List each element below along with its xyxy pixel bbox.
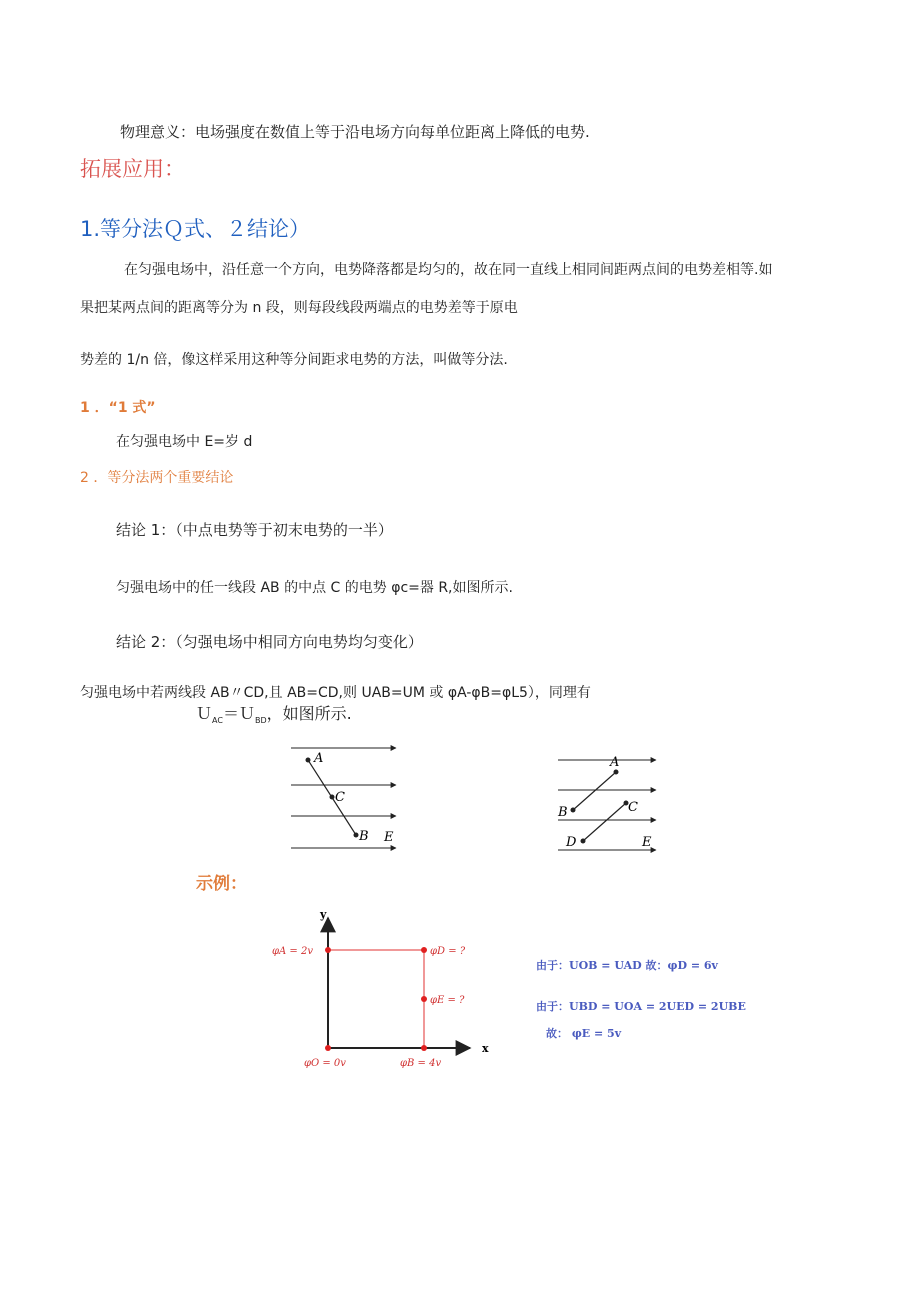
solution-line-2: 由于：UBD = UOA = 2UED = 2UBE (536, 1000, 746, 1013)
example-diagram (258, 900, 508, 1072)
label-d: D (566, 835, 577, 850)
phi-d-label: φD = ? (430, 946, 466, 957)
point-d (581, 839, 586, 844)
point-c (330, 795, 335, 800)
conclusion-1-heading: 结论 1：（中点电势等于初末电势的一半） (116, 521, 393, 539)
segment-cd (583, 803, 626, 841)
label-a: A (610, 755, 620, 770)
label-e: E (642, 835, 652, 850)
label-b: B (558, 805, 568, 820)
label-b: B (359, 829, 369, 844)
label-e: E (384, 830, 394, 845)
paragraph-line-3: 势差的 1/n 倍，像这样采用这种等分间距求电势的方法，叫做等分法. (80, 352, 508, 368)
point-e (421, 996, 427, 1002)
point-b (421, 1045, 427, 1051)
figure-midpoint (286, 738, 406, 858)
solution-line-3: 故： φE = 5v (546, 1027, 622, 1040)
point-a (614, 770, 619, 775)
point-o (325, 1045, 331, 1051)
paragraph-line-1: 在匀强电场中，沿任意一个方向，电势降落都是均匀的，故在同一直线上相同间距两点间的电势差相等.如 (124, 262, 773, 278)
segment-ab (573, 772, 616, 810)
phi-b-label: φB = 4v (400, 1058, 442, 1069)
conclusion-2-heading: 结论 2：（匀强电场中相同方向电势均匀变化） (116, 633, 423, 651)
subheading-1: 1 ．“1 式” (80, 400, 156, 416)
label-a: A (314, 751, 324, 766)
extension-heading: 拓展应用： (80, 157, 185, 181)
subheading-2: 2 ．等分法两个重要结论 (80, 470, 234, 486)
conclusion-1-text: 匀强电场中的任一线段 AB 的中点 C 的电势 φc=器 R,如图所示. (116, 580, 513, 596)
method-heading: 1.等分法Ｑ式、２结论） (80, 217, 311, 241)
example-heading: 示例： (196, 874, 247, 894)
phi-a-label: φA = 2v (272, 946, 313, 957)
solution-line-1: 由于：UOB = UAD 故：φD = 6v (536, 959, 718, 972)
point-b (354, 833, 359, 838)
phi-o-label: φO = 0v (304, 1058, 346, 1069)
figure-parallel-segments (556, 750, 666, 858)
physics-meaning-text: 物理意义：电场强度在数值上等于沿电场方向每单位距离上降低的电势. (120, 123, 590, 141)
point-d (421, 947, 427, 953)
label-c: C (335, 790, 345, 805)
formula-text: 在匀强电场中 E=岁 d (116, 434, 253, 450)
point-a (306, 758, 311, 763)
phi-e-label: φE = ? (430, 995, 465, 1006)
point-b (571, 808, 576, 813)
paragraph-line-2: 果把某两点间的距离等分为 n 段，则每段线段两端点的电势差等于原电 (80, 300, 518, 316)
label-c: C (628, 800, 638, 815)
uac-ubd-text: Ｕ$_{AC}$＝Ｕ$_{BD}$，如图所示. (196, 704, 352, 726)
axis-x-label: x (482, 1042, 489, 1055)
axis-y-label: y (320, 908, 327, 921)
point-a (325, 947, 331, 953)
conclusion-2-text: 匀强电场中若两线段 AB〃CD,且 AB=CD,则 UAB=UM 或 φA-φB=φL5），同理有 (80, 685, 591, 701)
